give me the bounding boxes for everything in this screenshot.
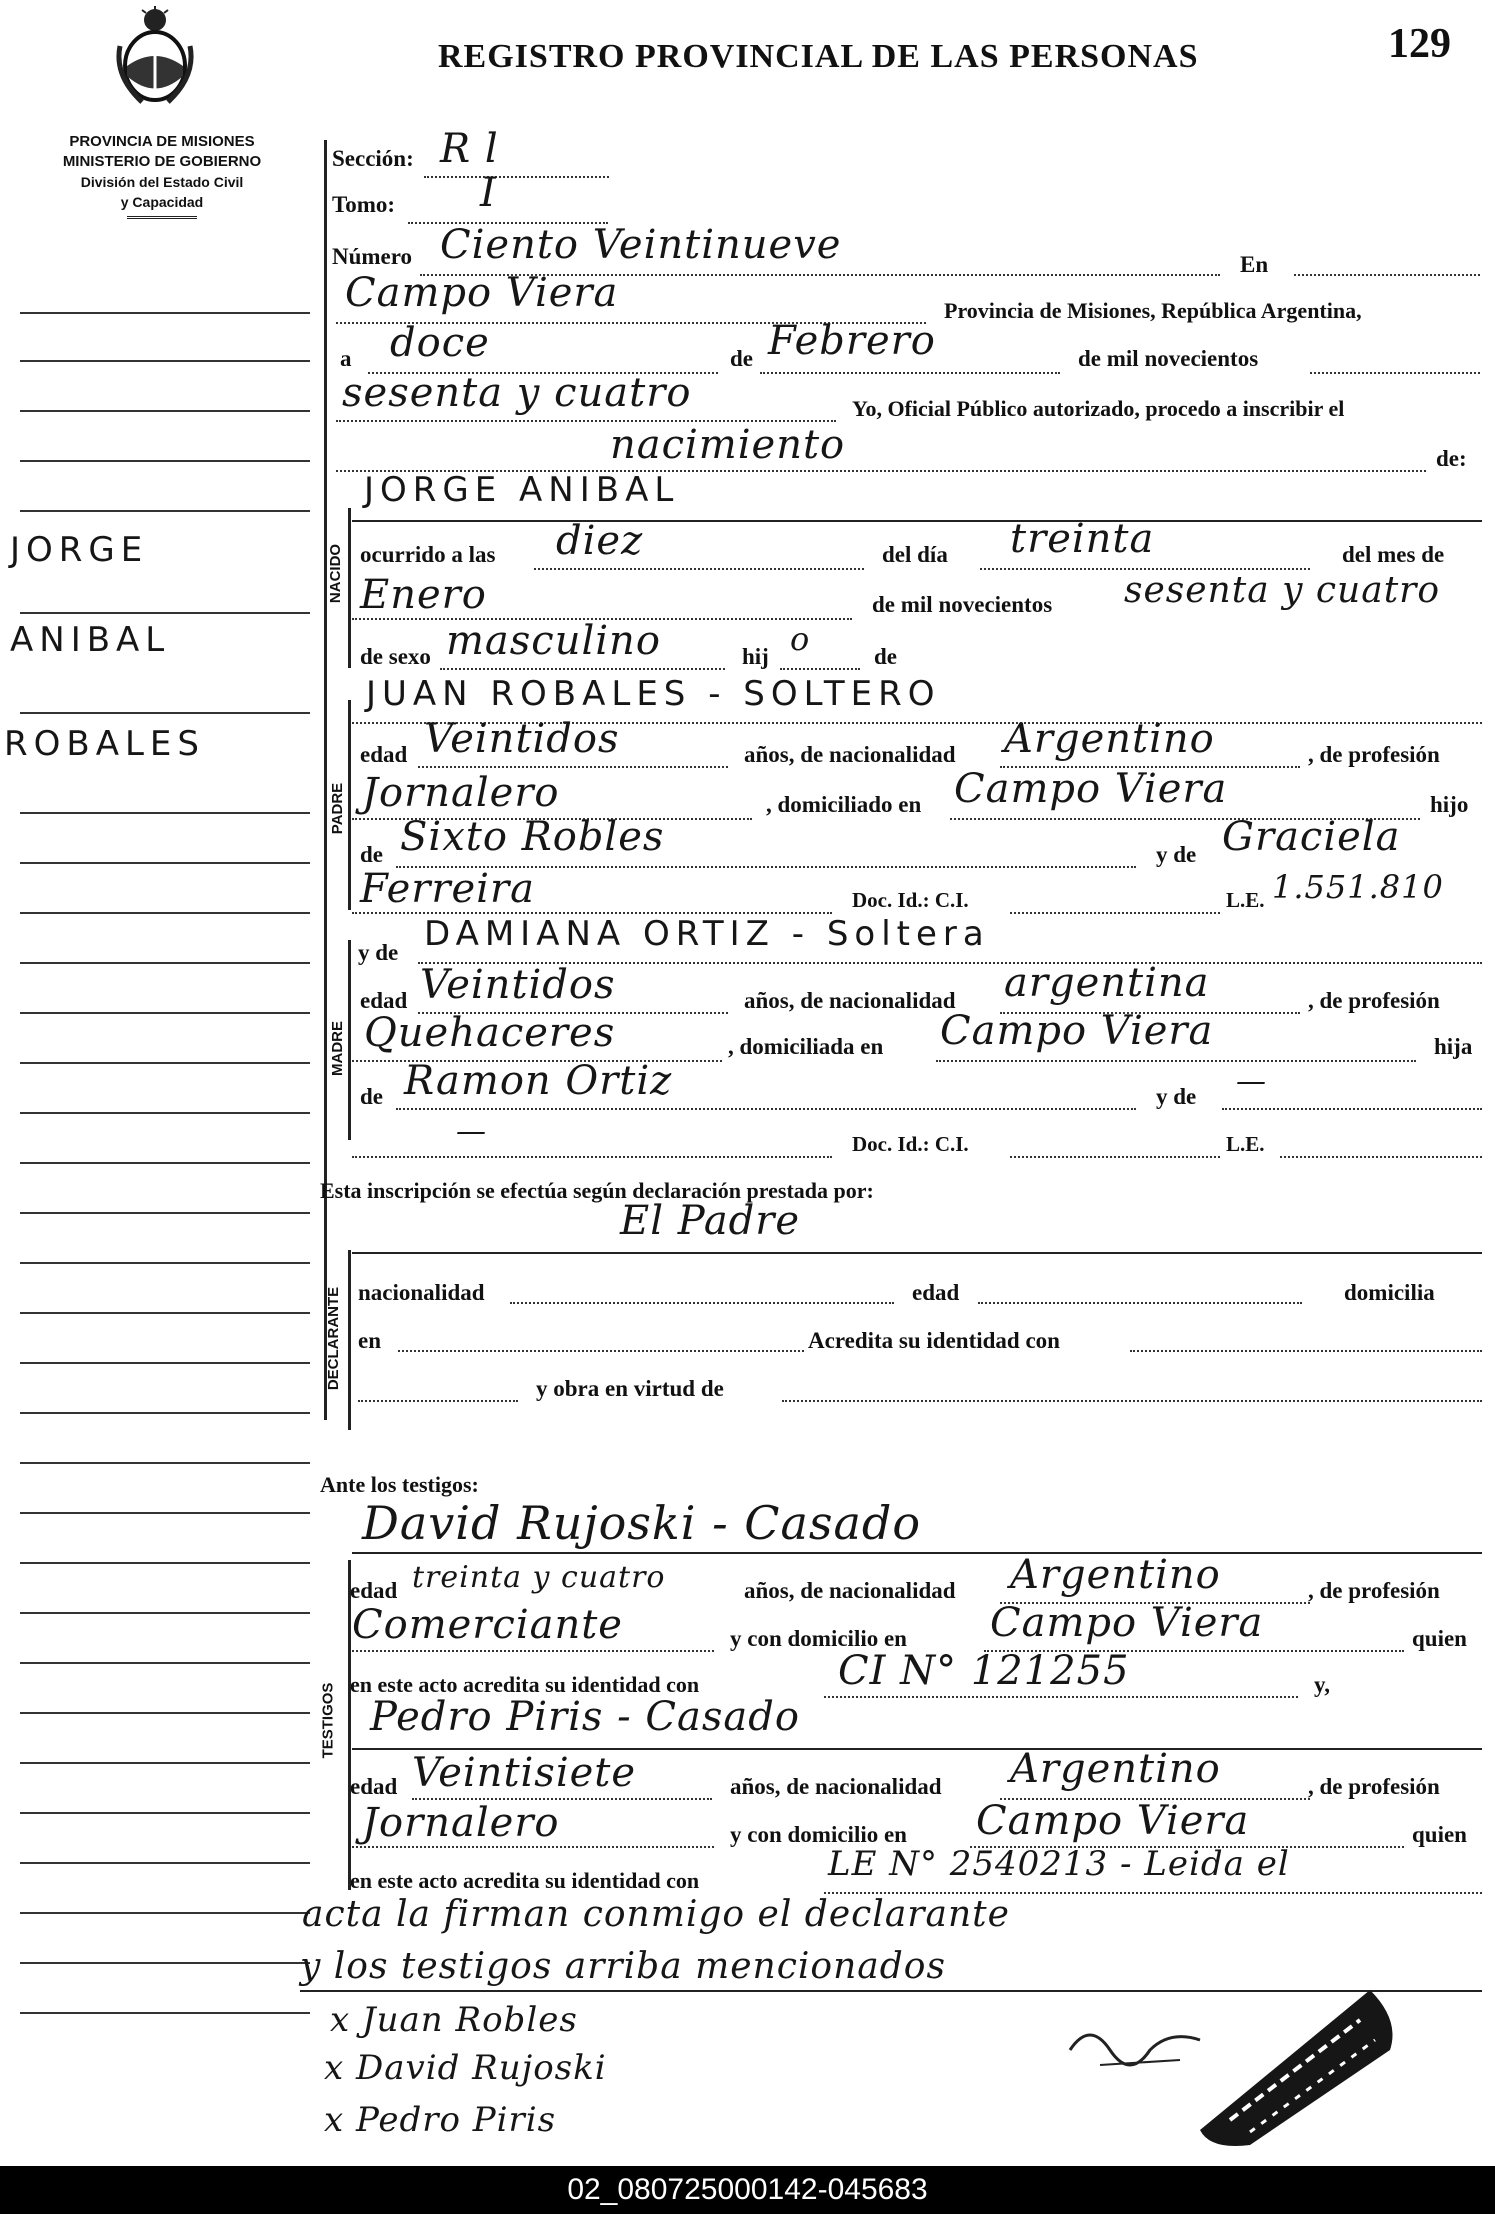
margin-name-second: ANIBAL bbox=[10, 620, 171, 660]
coat-of-arms-icon bbox=[112, 6, 198, 106]
main-border bbox=[324, 140, 327, 1420]
madre-edad-value: Veintidos bbox=[420, 962, 616, 1008]
province-text: Provincia de Misiones, República Argentina, bbox=[944, 298, 1362, 323]
padre-doc-label: Doc. Id.: C.I. bbox=[852, 888, 969, 912]
madre-dom-line bbox=[936, 1060, 1416, 1062]
declarante-dom-label: domicilia bbox=[1344, 1280, 1435, 1305]
place-value: Campo Viera bbox=[345, 270, 619, 316]
madre-blank-line bbox=[352, 1156, 832, 1158]
witness2-dom-label: y con domicilio en bbox=[730, 1822, 907, 1847]
witness1-prof-label: , de profesión bbox=[1308, 1578, 1440, 1603]
padre-ci-line bbox=[1010, 912, 1220, 914]
declarante-acredita-line bbox=[1130, 1350, 1482, 1352]
padre-hijo-label: hijo bbox=[1430, 792, 1469, 817]
padre-y-de-label: y de bbox=[1156, 842, 1197, 867]
year-prefix-line bbox=[1310, 372, 1480, 374]
document-title: REGISTRO PROVINCIAL DE LAS PERSONAS bbox=[438, 38, 1199, 75]
madre-prof-label: , de profesión bbox=[1308, 988, 1440, 1013]
officer-signature-icon bbox=[1060, 2010, 1210, 2080]
witness1-dom-label: y con domicilio en bbox=[730, 1626, 907, 1651]
witness1-edad-value: treinta y cuatro bbox=[412, 1560, 666, 1595]
nacido-bar bbox=[348, 508, 351, 668]
witness1-id-line bbox=[824, 1696, 1298, 1698]
sexo-line bbox=[440, 668, 725, 670]
madre-blank-value: — bbox=[456, 1114, 487, 1149]
witness1-edad-label: edad bbox=[350, 1578, 398, 1603]
padre-dom-value: Campo Viera bbox=[954, 766, 1228, 812]
witness1-acredita-label: en este acto acredita su identidad con bbox=[350, 1672, 700, 1697]
padre-prof-label: , de profesión bbox=[1308, 742, 1440, 767]
year-prefix: de mil novecientos bbox=[1078, 346, 1259, 371]
witness2-nac-value: Argentino bbox=[1010, 1746, 1221, 1792]
signature-witness1: x David Rujoski bbox=[324, 2048, 607, 2088]
hij-de-label: de bbox=[874, 644, 897, 669]
madre-nac-value: argentina bbox=[1004, 960, 1210, 1006]
tomo-value: I bbox=[480, 170, 497, 216]
del-mes-label: del mes de bbox=[1342, 542, 1445, 567]
act-value: nacimiento bbox=[610, 422, 846, 468]
nacido-name-value: JORGE ANIBAL bbox=[364, 470, 680, 510]
witness2-dom-value: Campo Viera bbox=[976, 1798, 1250, 1844]
seccion-label: Sección: bbox=[332, 146, 414, 171]
signature-parent: x Juan Robles bbox=[330, 2000, 578, 2040]
declarante-intro: Esta inscripción se efectúa según declaración prestada por: bbox=[320, 1178, 874, 1203]
witness1-nac-label: años, de nacionalidad bbox=[744, 1578, 956, 1603]
month-line bbox=[760, 372, 1060, 374]
del-dia-label: del día bbox=[882, 542, 948, 567]
witness2-acredita-label: en este acto acredita su identidad con bbox=[350, 1868, 700, 1893]
madre-mother-value: — bbox=[1236, 1064, 1267, 1099]
padre-nac-value: Argentino bbox=[1004, 716, 1215, 762]
madre-doc-label: Doc. Id.: C.I. bbox=[852, 1132, 969, 1156]
madre-y-de-label: y de bbox=[358, 940, 399, 965]
hour-value: diez bbox=[556, 518, 644, 564]
declarante-nac-line bbox=[510, 1302, 894, 1304]
hour-line bbox=[534, 568, 864, 570]
madre-prof-value: Quehaceres bbox=[364, 1010, 616, 1056]
year-value: sesenta y cuatro bbox=[342, 370, 692, 416]
madre-section-label: MADRE bbox=[329, 1021, 346, 1076]
padre-edad-label: edad bbox=[360, 742, 408, 767]
declarante-en-line bbox=[398, 1350, 804, 1352]
padre-prof-value: Jornalero bbox=[362, 770, 560, 816]
padre-edad-value: Veintidos bbox=[424, 716, 620, 762]
signature-witness2: x Pedro Piris bbox=[324, 2100, 557, 2140]
numero-label: Número bbox=[332, 244, 413, 269]
date-de-label: de bbox=[730, 346, 753, 371]
madre-y-de2-label: y de bbox=[1156, 1084, 1197, 1109]
margin-name-surname: ROBALES bbox=[4, 724, 205, 764]
witness1-name-value: David Rujoski - Casado bbox=[362, 1496, 922, 1550]
madre-hija-label: hija bbox=[1434, 1034, 1473, 1059]
sexo-value: masculino bbox=[446, 618, 661, 664]
authority-province: PROVINCIA DE MISIONES bbox=[69, 133, 255, 150]
padre-mother-value: Graciela bbox=[1222, 814, 1401, 860]
testigos-bar bbox=[348, 1560, 351, 1890]
declarante-value-line bbox=[352, 1252, 1482, 1254]
birth-day-value: treinta bbox=[1010, 516, 1155, 562]
tomo-label: Tomo: bbox=[332, 192, 396, 217]
witness1-dom-value: Campo Viera bbox=[990, 1600, 1264, 1646]
nacido-section-label: NACIDO bbox=[327, 543, 345, 604]
day-value: doce bbox=[390, 320, 490, 366]
official-stamp-icon bbox=[1190, 1980, 1410, 2150]
seccion-value: R l bbox=[440, 126, 499, 172]
authority-ministry: MINISTERIO DE GOBIERNO bbox=[62, 153, 262, 170]
madre-dom-value: Campo Viera bbox=[940, 1008, 1214, 1054]
closing-line1: acta la firman conmigo el declarante bbox=[302, 1894, 1010, 1935]
declarante-bar bbox=[348, 1250, 351, 1430]
sexo-label: de sexo bbox=[360, 644, 431, 669]
testigos-section-label: TESTIGOS bbox=[319, 1682, 337, 1759]
numero-value: Ciento Veintinueve bbox=[440, 222, 842, 268]
hij-label: hij bbox=[742, 644, 769, 669]
padre-le-value: 1.551.810 bbox=[1272, 868, 1444, 906]
witness1-id-value: CI N° 121255 bbox=[838, 1648, 1130, 1694]
witness1-nac-value: Argentino bbox=[1010, 1552, 1221, 1598]
witness1-prof-value: Comerciante bbox=[352, 1602, 623, 1648]
hij-line bbox=[780, 668, 860, 670]
ocurrido-label: ocurrido a las bbox=[360, 542, 496, 567]
witness1-y-label: y, bbox=[1314, 1672, 1330, 1697]
closing-line2: y los testigos arriba mencionados bbox=[300, 1946, 946, 1987]
declarante-obra-label: y obra en virtud de bbox=[536, 1376, 724, 1401]
madre-nac-label: años, de nacionalidad bbox=[744, 988, 956, 1013]
hij-value: o bbox=[790, 620, 811, 658]
authority-division: División del Estado Civil bbox=[80, 174, 244, 190]
testigos-intro: Ante los testigos: bbox=[320, 1472, 479, 1497]
declarante-acredita-label: Acredita su identidad con bbox=[808, 1328, 1060, 1353]
padre-name-value: JUAN ROBALES - SOLTERO bbox=[366, 674, 941, 714]
witness1-prof-line bbox=[352, 1650, 714, 1652]
madre-mother-line bbox=[1222, 1108, 1482, 1110]
witness1-name-line bbox=[352, 1552, 1482, 1554]
madre-edad-label: edad bbox=[360, 988, 408, 1013]
padre-bar bbox=[348, 700, 351, 910]
witness2-edad-value: Veintisiete bbox=[412, 1750, 637, 1796]
witness2-quien-label: quien bbox=[1412, 1822, 1467, 1847]
witness2-edad-label: edad bbox=[350, 1774, 398, 1799]
declarante-en-label: en bbox=[358, 1328, 381, 1353]
padre-nac-label: años, de nacionalidad bbox=[744, 742, 956, 767]
month-value: Febrero bbox=[768, 318, 936, 364]
padre-le-label: L.E. bbox=[1226, 888, 1265, 912]
declarante-obra-line bbox=[782, 1400, 1482, 1402]
madre-le-line bbox=[1280, 1156, 1482, 1158]
madre-le-label: L.E. bbox=[1226, 1132, 1265, 1156]
witness2-id-value: LE N° 2540213 - Leida el bbox=[828, 1844, 1290, 1884]
en-label: En bbox=[1240, 252, 1269, 277]
declarante-value: El Padre bbox=[620, 1198, 801, 1244]
witness2-name-value: Pedro Piris - Casado bbox=[370, 1694, 800, 1740]
witness2-prof-label: , de profesión bbox=[1308, 1774, 1440, 1799]
madre-dom-label: , domiciliada en bbox=[728, 1034, 884, 1059]
page-number: 129 bbox=[1388, 21, 1451, 67]
declarante-section-label: DECLARANTE bbox=[325, 1286, 343, 1391]
margin-name-first: JORGE bbox=[10, 530, 149, 570]
madre-father-line bbox=[396, 1108, 1136, 1110]
officer-text: Yo, Oficial Público autorizado, procedo a inscribir el bbox=[852, 396, 1345, 421]
authority-capacity: y Capacidad bbox=[120, 194, 204, 210]
witness2-nac-label: años, de nacionalidad bbox=[730, 1774, 942, 1799]
madre-de-label: de bbox=[360, 1084, 383, 1109]
declarante-edad-line bbox=[978, 1302, 1302, 1304]
padre-section-label: PADRE bbox=[329, 782, 347, 835]
birth-year-prefix: de mil novecientos bbox=[872, 592, 1053, 617]
padre-edad-line bbox=[418, 766, 728, 768]
madre-bar bbox=[348, 940, 351, 1140]
padre-mother-value2: Ferreira bbox=[360, 866, 535, 912]
act-de-label: de: bbox=[1436, 446, 1467, 471]
a-label: a bbox=[340, 346, 352, 371]
seccion-line bbox=[424, 176, 609, 178]
authority-underline bbox=[127, 216, 197, 219]
declarante-edad-label: edad bbox=[912, 1280, 960, 1305]
declarante-nac-label: nacionalidad bbox=[358, 1280, 485, 1305]
en-line bbox=[1294, 274, 1480, 276]
authority-block bbox=[22, 132, 302, 219]
padre-dom-label: , domiciliado en bbox=[766, 792, 922, 817]
padre-de-label: de bbox=[360, 842, 383, 867]
witness2-prof-line bbox=[352, 1846, 714, 1848]
declarante-obra-pre-line bbox=[358, 1400, 518, 1402]
madre-father-value: Ramon Ortiz bbox=[404, 1058, 673, 1104]
birth-year-value: sesenta y cuatro bbox=[1124, 570, 1441, 611]
madre-ci-line bbox=[1010, 1156, 1220, 1158]
footer-code: 02_080725000142-045683 bbox=[0, 2166, 1495, 2214]
witness1-quien-label: quien bbox=[1412, 1626, 1467, 1651]
madre-name-value: DAMIANA ORTIZ - Soltera bbox=[424, 914, 990, 954]
padre-father-value: Sixto Robles bbox=[400, 814, 665, 860]
birth-month-value: Enero bbox=[360, 572, 487, 618]
witness2-prof-value: Jornalero bbox=[362, 1800, 560, 1846]
nacido-name-line bbox=[352, 520, 1482, 522]
